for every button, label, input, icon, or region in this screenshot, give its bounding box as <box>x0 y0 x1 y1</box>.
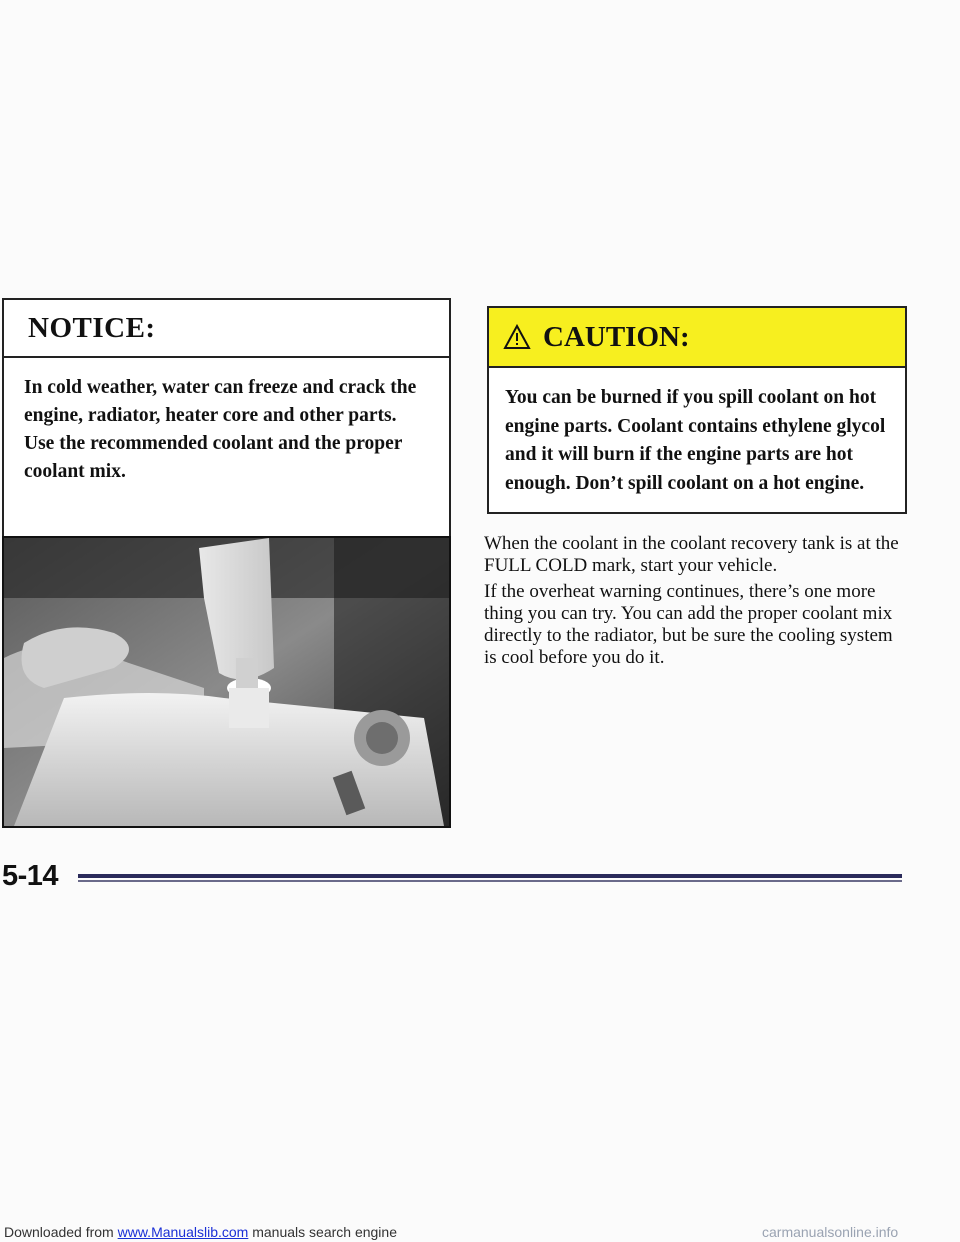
notice-text: In cold weather, water can freeze and crack the engine, radiator, heater core and other parts. Use the recommended coolant and the proper coolant mix. <box>24 377 417 482</box>
banner-suffix: manuals search engine <box>248 1224 397 1240</box>
caution-title: CAUTION: <box>543 320 690 353</box>
paragraph-overheat-warning: If the overheat warning continues, there’s one more thing you can try. You can add the proper coolant mix directly to the radiator, but be sure the cooling system is cool before you do it. <box>484 581 893 668</box>
manualslib-link[interactable]: www.Manualslib.com <box>117 1224 249 1240</box>
caution-box <box>487 306 907 514</box>
warning-triangle-icon <box>503 324 531 350</box>
watermark: carmanualsonline.info <box>762 1224 899 1240</box>
caution-header <box>489 308 905 368</box>
coolant-photo <box>2 536 451 828</box>
paragraph-full-cold: When the coolant in the coolant recovery tank is at the FULL COLD mark, start your vehicle. <box>484 533 899 576</box>
banner-prefix: Downloaded from <box>4 1224 118 1240</box>
page-number: 5-14 <box>2 860 59 892</box>
notice-title: NOTICE: <box>4 300 449 358</box>
caution-text: You can be burned if you spill coolant on hot engine parts. Coolant contains ethylene glycol and it will burn if the engine parts are hot enough. Don’t spill coolant on a hot engine. <box>505 387 886 494</box>
footer-rule <box>78 874 902 878</box>
download-banner <box>4 1224 397 1240</box>
footer-rule-thin <box>78 880 902 882</box>
